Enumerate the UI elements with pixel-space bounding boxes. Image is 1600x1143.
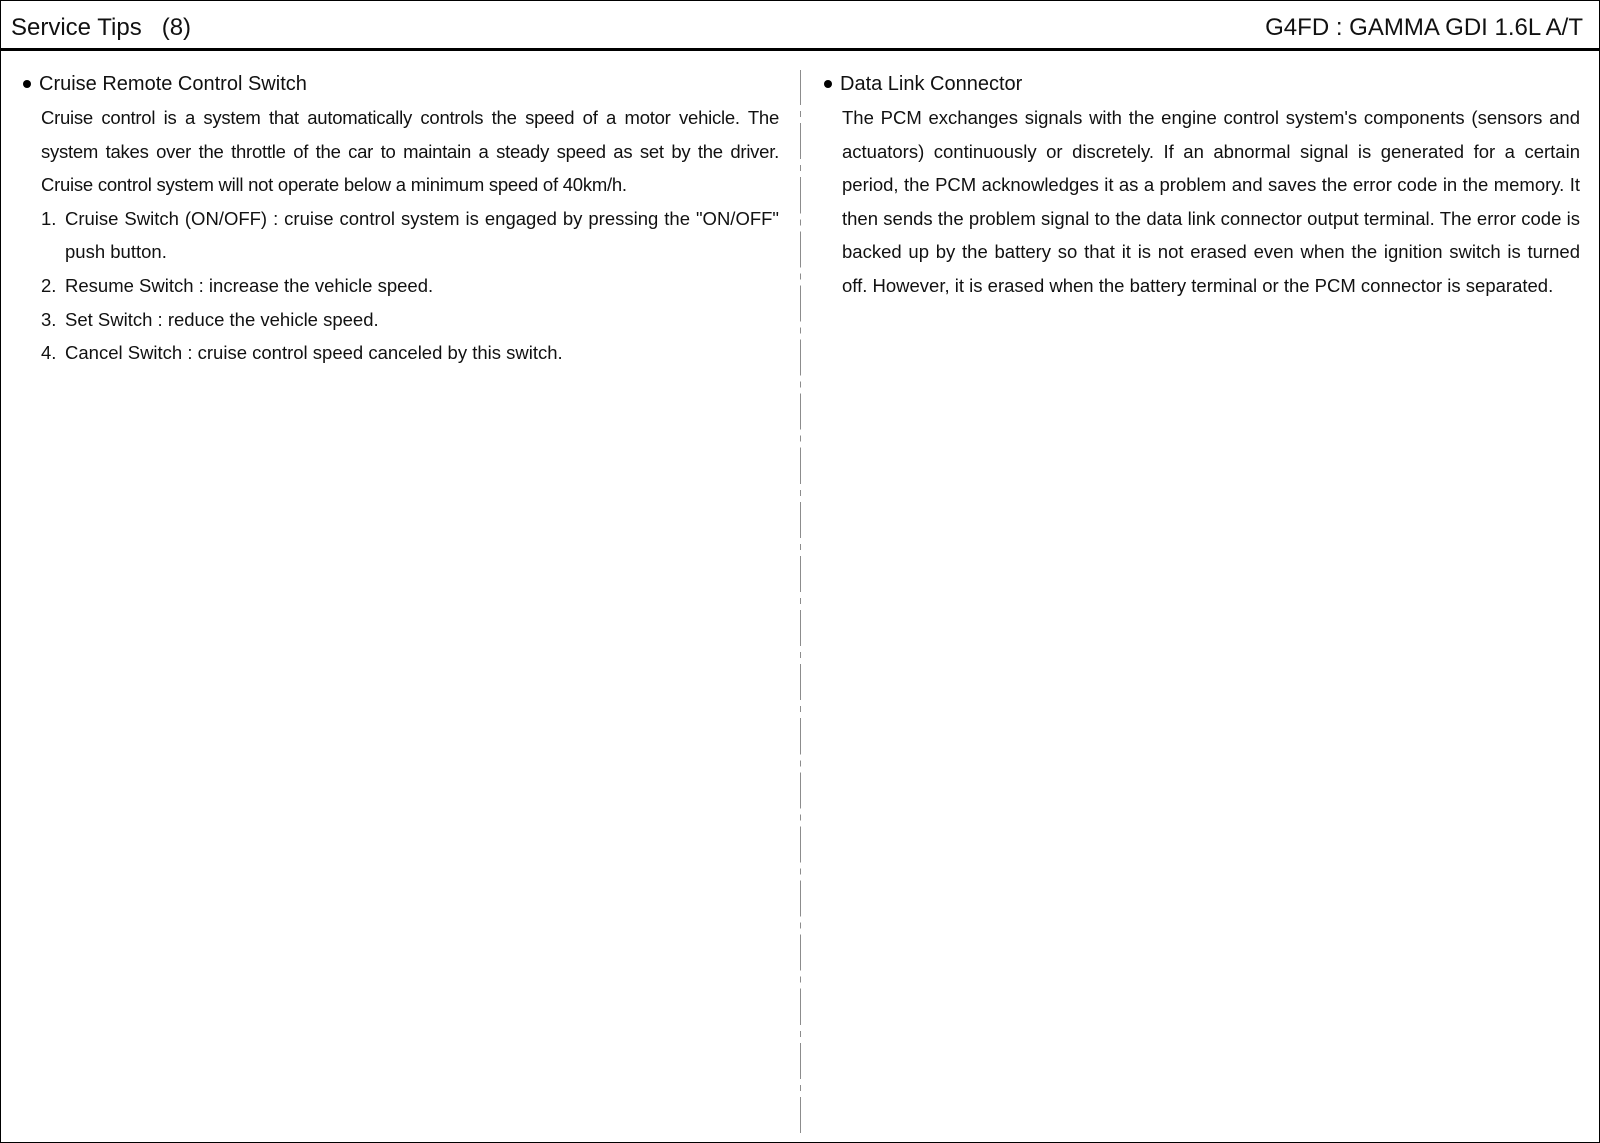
section-heading-text: Data Link Connector bbox=[840, 73, 1023, 95]
list-item-text: Cancel Switch : cruise control speed canceled by this switch. bbox=[65, 342, 563, 364]
list-item-text: Set Switch : reduce the vehicle speed. bbox=[65, 308, 379, 330]
left-column bbox=[23, 69, 779, 370]
list-item-number: 2. bbox=[41, 274, 57, 296]
bullet-icon bbox=[824, 80, 832, 88]
section-heading-cruise bbox=[23, 69, 779, 99]
section-body-data-link: The PCM exchanges signals with the engine control system's components (sensors and actuators) continuously or discretely. If an abnormal signal is generated for a certain period, the PCM acknowledges it as a problem and saves the error code in the memory. It then sends the problem signal to the data link connector output terminal. The error code is backed up by the battery so that it is not erased even when the ignition switch is turned off. However, it is erased when the battery terminal or the PCM connector is separated. bbox=[842, 107, 1580, 296]
list-item bbox=[41, 336, 779, 370]
list-item-number: 4. bbox=[41, 342, 57, 364]
page-header bbox=[1, 1, 1599, 51]
list-item bbox=[41, 303, 779, 337]
list-item bbox=[41, 202, 779, 269]
list-item-number: 1. bbox=[41, 207, 57, 229]
section-body-cruise: Cruise control is a system that automatically controls the speed of a motor vehicle. The system takes over the throttle of the car to maintain a steady speed as set by the driver. Cruise control system will not operate below a minimum speed of 40km/h. bbox=[41, 107, 779, 196]
list-item-text: Resume Switch : increase the vehicle speed. bbox=[65, 274, 434, 296]
page-title: Service Tips (8) bbox=[11, 14, 192, 41]
section-heading-text: Cruise Remote Control Switch bbox=[39, 73, 307, 95]
switch-list bbox=[41, 202, 779, 370]
column-divider bbox=[800, 70, 801, 1136]
bullet-icon bbox=[23, 80, 31, 88]
list-item-text: Cruise Switch (ON/OFF) : cruise control system is engaged by pressing the "ON/OFF" push button. bbox=[65, 207, 779, 263]
section-heading-data-link bbox=[824, 69, 1580, 99]
right-column bbox=[824, 69, 1580, 303]
engine-model-label: G4FD : GAMMA GDI 1.6L A/T bbox=[1265, 14, 1583, 41]
list-item-number: 3. bbox=[41, 308, 57, 330]
list-item bbox=[41, 269, 779, 303]
